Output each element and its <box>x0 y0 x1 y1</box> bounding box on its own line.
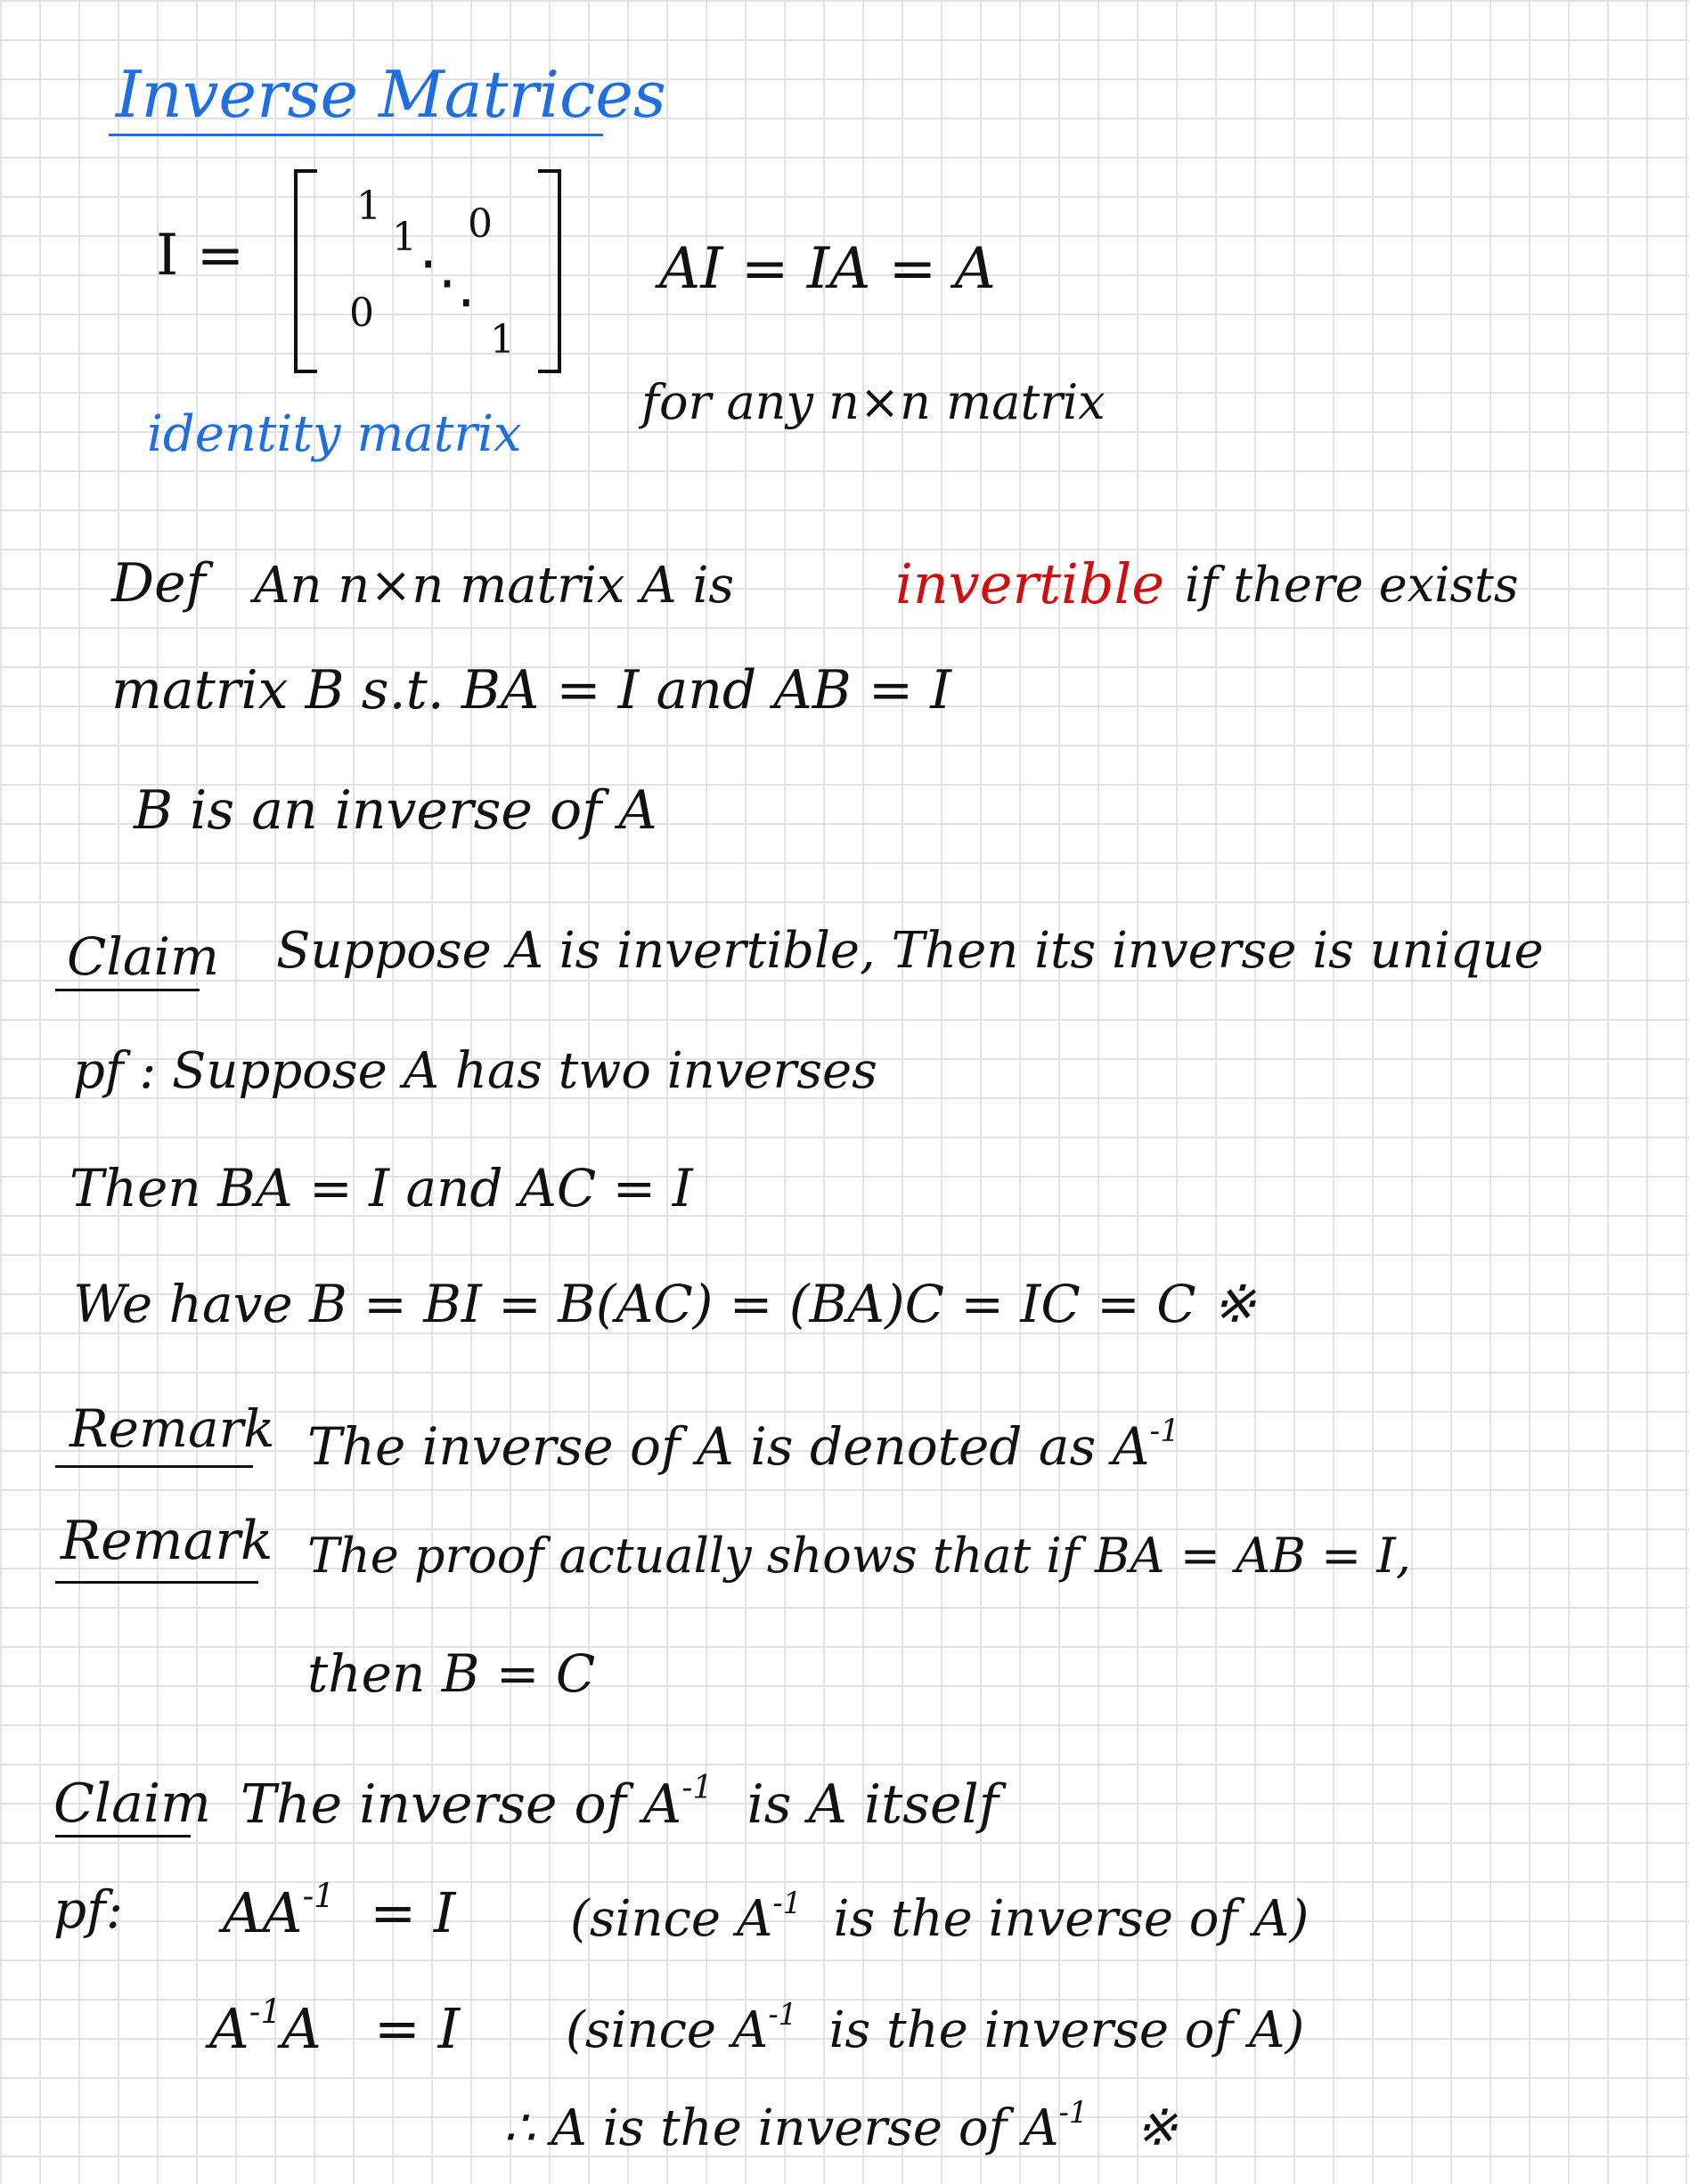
identity-equation: AI = IA = A <box>659 236 996 302</box>
matrix-diagonal-dots: ⋱ <box>419 249 476 315</box>
identity-caption: identity matrix <box>147 405 522 463</box>
remark2-text2: then B = C <box>307 1643 596 1704</box>
identity-note: for any n×n matrix <box>641 374 1106 430</box>
remark1-label: Remark <box>69 1398 275 1459</box>
remark2-label: Remark <box>61 1510 273 1572</box>
claim1-underline <box>55 989 200 991</box>
matrix-zero-top: 0 <box>468 201 493 247</box>
def-line1-post: if there exists <box>1185 557 1519 613</box>
matrix-left-bracket <box>294 169 317 373</box>
claim1-proof-line2: Then BA = I and AC = I <box>69 1158 693 1218</box>
remark2-text: The proof actually shows that if BA = AB = I, <box>307 1528 1411 1584</box>
claim1-label: Claim <box>67 926 220 987</box>
claim1-proof-line3: We have B = BI = B(AC) = (BA)C = IC = C ※ <box>73 1274 1256 1334</box>
def-line2: matrix B s.t. BA = I and AB = I <box>111 659 951 721</box>
page-title: Inverse Matrices <box>116 57 666 132</box>
claim1-proof-line1: pf : Suppose A has two inverses <box>73 1042 877 1100</box>
remark1-text: The inverse of A is denoted as $A^{-1}$ <box>307 1414 1180 1478</box>
claim2-underline <box>55 1835 191 1838</box>
identity-matrix <box>294 169 561 370</box>
def-line3: B is an inverse of A <box>134 779 657 842</box>
claim2-proof-line2-lhs: $A^{-1}A$ = I <box>209 1992 461 2061</box>
def-label: Def <box>111 552 206 615</box>
claim2-proof-line2-reason: (since $A^{-1}$ is the inverse of A) <box>566 1997 1305 2060</box>
remark1-underline <box>55 1465 253 1468</box>
claim2-conclusion: ∴ A is the inverse of $A^{-1}$ ※ <box>503 2095 1178 2158</box>
matrix-one: 1 <box>356 183 381 229</box>
remark2-underline <box>55 1581 258 1584</box>
claim1-statement: Suppose A is invertible, Then its inverse is unique <box>276 922 1544 980</box>
def-line1-pre: An n×n matrix A is <box>254 557 735 615</box>
matrix-right-bracket <box>538 169 561 373</box>
title-underline <box>109 134 603 136</box>
def-highlight-invertible: invertible <box>895 551 1165 616</box>
claim2-statement: The inverse of $A^{-1}$ is A itself <box>241 1770 999 1836</box>
identity-lhs: I = <box>156 223 245 289</box>
matrix-one: 1 <box>392 215 417 260</box>
claim2-label: Claim <box>53 1772 211 1835</box>
claim2-proof-line1-lhs: $AA^{-1} = I$ <box>223 1876 456 1945</box>
matrix-one: 1 <box>490 317 515 363</box>
claim2-pf-label: pf: <box>53 1879 124 1940</box>
claim2-proof-line1-reason: (since $A^{-1}$ is the inverse of A) <box>570 1886 1310 1949</box>
matrix-zero-bottom: 0 <box>349 290 374 336</box>
